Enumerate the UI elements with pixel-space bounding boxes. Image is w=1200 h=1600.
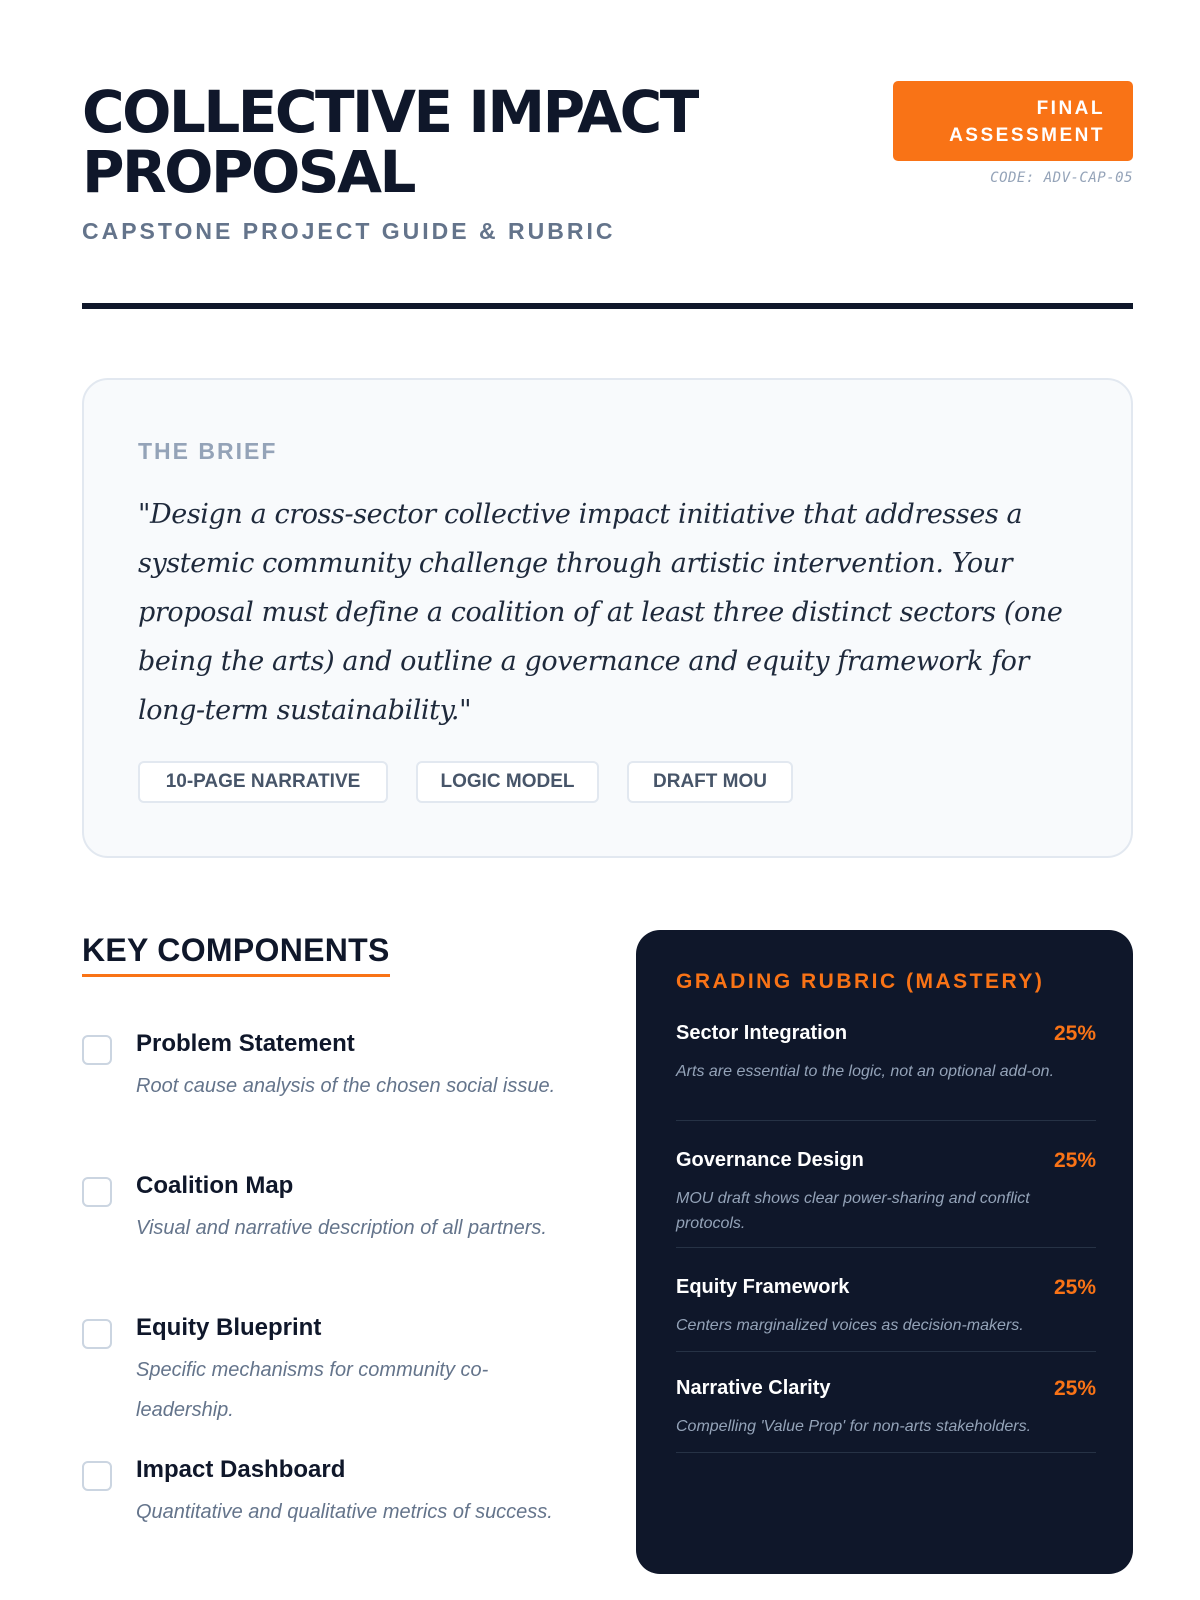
badge-line-2: ASSESSMENT	[949, 125, 1105, 146]
header-divider	[82, 303, 1133, 309]
brief-heading: THE BRIEF	[138, 438, 278, 464]
rubric-heading: GRADING RUBRIC (MASTERY)	[676, 970, 1045, 993]
title-line-2: PROPOSAL	[82, 138, 414, 206]
component-description: Visual and narrative description of all partners.	[136, 1217, 547, 1239]
page-title	[82, 78, 802, 206]
course-code: CODE: ADV-CAP-05	[990, 170, 1133, 186]
rubric-criterion	[676, 1276, 1096, 1352]
brief-quote: "Design a cross-sector collective impact initiative that addresses a systemic community challenge through artistic intervention. Your proposal must define a coalition of at least three distinct sectors (one being the arts) and outline a governance and equity framework for long-term sustainability."	[138, 499, 1063, 726]
criterion-weight: 25%	[1053, 1149, 1096, 1172]
criterion-weight: 25%	[1053, 1276, 1096, 1299]
criterion-weight: 25%	[1053, 1377, 1096, 1400]
rubric-criterion	[676, 1022, 1096, 1121]
component-title: Coalition Map	[136, 1172, 294, 1199]
component-checkbox[interactable]	[82, 1461, 112, 1491]
key-components-heading: KEY COMPONENTS	[82, 932, 390, 977]
component-checkbox[interactable]	[82, 1319, 112, 1349]
criterion-name: Governance Design	[676, 1149, 864, 1171]
component-checkbox[interactable]	[82, 1035, 112, 1065]
badge-line-1: FINAL	[1036, 98, 1105, 119]
component-checkbox[interactable]	[82, 1177, 112, 1207]
component-description: Specific mechanisms for community co-leadership.	[136, 1359, 489, 1421]
criterion-description: Arts are essential to the logic, not an optional add-on.	[676, 1063, 1055, 1080]
criterion-description: Compelling 'Value Prop' for non-arts stakeholders.	[676, 1418, 1032, 1435]
brief-card	[82, 378, 1133, 858]
rubric-criterion	[676, 1377, 1096, 1453]
page-subtitle: CAPSTONE PROJECT GUIDE & RUBRIC	[82, 218, 616, 244]
component-title: Problem Statement	[136, 1030, 355, 1057]
deliverable-tag: DRAFT MOU	[627, 761, 793, 803]
component-description: Root cause analysis of the chosen social issue.	[136, 1075, 556, 1097]
criterion-description: Centers marginalized voices as decision-makers.	[676, 1317, 1024, 1334]
deliverable-tag: 10-PAGE NARRATIVE	[138, 761, 388, 803]
criterion-name: Narrative Clarity	[676, 1377, 831, 1399]
deliverable-tag: LOGIC MODEL	[416, 761, 599, 803]
title-line-1: COLLECTIVE IMPACT	[82, 78, 697, 146]
grading-rubric-card	[636, 930, 1133, 1574]
criterion-name: Equity Framework	[676, 1276, 850, 1298]
assessment-badge	[893, 81, 1133, 161]
criterion-weight: 25%	[1053, 1022, 1096, 1045]
component-title: Equity Blueprint	[136, 1314, 322, 1341]
component-description: Quantitative and qualitative metrics of success.	[136, 1501, 553, 1523]
criterion-description: MOU draft shows clear power-sharing and conflict protocols.	[676, 1190, 1030, 1232]
rubric-criterion	[676, 1149, 1096, 1248]
criterion-name: Sector Integration	[676, 1022, 848, 1044]
component-title: Impact Dashboard	[136, 1456, 346, 1483]
